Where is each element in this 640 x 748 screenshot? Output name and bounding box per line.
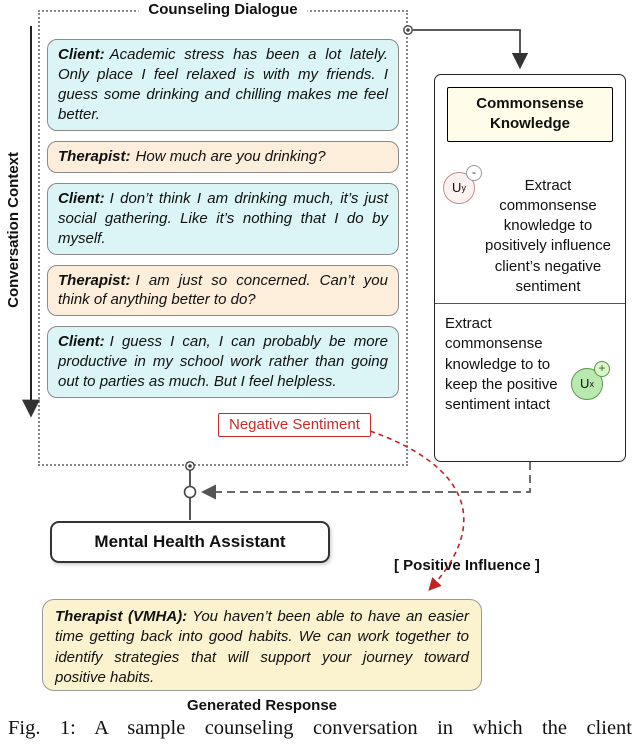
client-bubble-2 (47, 183, 399, 255)
message-text: I am just so concerned. Can’t you think of anything better to do? (58, 271, 388, 309)
generated-response-bubble (42, 599, 482, 691)
speaker-label: Client: (58, 333, 105, 351)
dialogue-title: Counseling Dialogue (138, 1, 307, 18)
message-text: How much are you drinking? (135, 147, 326, 165)
client-bubble-3 (47, 326, 399, 398)
message-text: I guess I can, I can probably be more productive in my school work rather than going out to parties as much. But I feel helpless. (58, 333, 388, 391)
counseling-dialogue-box (38, 1, 408, 466)
message-text: Academic stress has been a lot lately. Only place I feel relaxed is with my friends. I guess some drinking and chilling makes me feel better. (58, 46, 388, 123)
commonsense-knowledge-panel (434, 74, 626, 462)
commonsense-knowledge-title: Commonsense Knowledge (447, 87, 613, 142)
negative-sentiment-section (435, 142, 625, 304)
mental-health-assistant-box: Mental Health Assistant (50, 521, 330, 563)
therapist-bubble-2 (47, 265, 399, 317)
dialogue-to-knowledge-arrow (413, 30, 520, 66)
dialogue-bubbles (47, 39, 399, 398)
positive-influence-label: [ Positive Influence ] (394, 557, 540, 574)
conversation-context-label: Conversation Context (4, 152, 22, 308)
minus-badge-icon: - (466, 165, 482, 181)
extract-negative-text: Extract commonsense knowledge to positively influence client’s negative sentiment (485, 176, 611, 295)
speaker-label: Client: (58, 189, 105, 207)
plus-badge-icon: + (594, 361, 610, 377)
junction-node (185, 487, 196, 498)
speaker-label: Therapist (VMHA): (55, 608, 188, 625)
speaker-label: Client: (58, 46, 105, 63)
generated-response-label: Generated Response (186, 697, 338, 714)
node-uy-icon: U y - (443, 172, 475, 204)
speaker-label: Therapist: (58, 147, 131, 165)
therapist-bubble-1 (47, 141, 399, 173)
extract-positive-text: Extract commonsense knowledge to to keep the positive sentiment intact (445, 315, 558, 413)
positive-sentiment-section (435, 304, 625, 461)
negative-sentiment-badge: Negative Sentiment (218, 413, 371, 437)
client-bubble-1 (47, 39, 399, 131)
response-text: You haven’t been able to have an easier time getting back into good habits. We can work together to identify strategies that will support your journey toward positive habits. (55, 608, 469, 686)
message-text: I don’t think I am drinking much, it’s just social gathering. Like it’s nothing that I do by myself. (58, 189, 388, 247)
knowledge-to-junction-dashed-arrow (204, 462, 530, 492)
figure-caption: Fig. 1: A sample counseling conversation in which the client (8, 717, 632, 739)
node-ux-icon: U x + (571, 368, 603, 400)
speaker-label: Therapist: (58, 271, 131, 289)
